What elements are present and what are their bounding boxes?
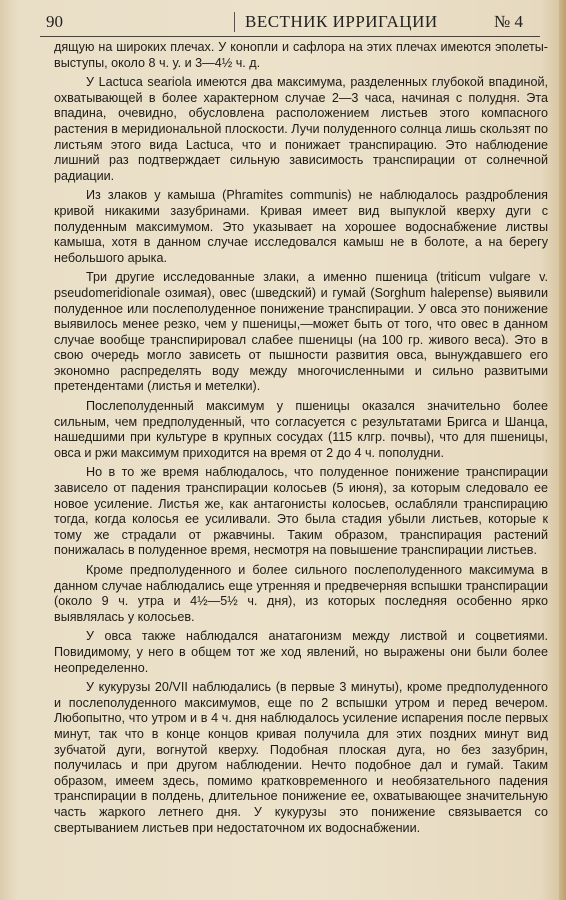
paragraph: Послеполуденный максимум у пшеницы оказался значительно более сильным, чем предполуденный, что согласуется с результатами Бригса и Шанца, нашедшими при культуре в крупных сосудах (115 клгр. почвы), что для пшеницы, овса и ржи максимум приходится на время от 2 до 4 ч. пополудни. [54, 399, 548, 460]
running-header [40, 12, 540, 36]
header-rule [40, 36, 540, 37]
article-body [54, 40, 548, 836]
issue-number: № 4 [494, 12, 523, 31]
paragraph: Из злаков у камыша (Phramites communis) не наблюдалось раздробления кривой никакими зазубринами. Кривая имеет вид выпуклой кверху дуги с полуденным максимумом. Это указывает на хорошее водоснабжение листвы камыша, хотя в данном случае исследовался камыш не в болоте, а на берегу небольшого арыка. [54, 188, 548, 265]
paragraph: дящую на широких плечах. У конопли и сафлора на этих плечах имеются эполеты-выступы, около 8 ч. у. и 3—4½ ч. д. [54, 40, 548, 70]
journal-title: ВЕСТНИК ИРРИГАЦИИ [234, 12, 438, 32]
paragraph: У овса также наблюдался анатагонизм между листвой и соцветиями. Повидимому, у него в общем тот же ход явлений, но выражены они были более неопределенно. [54, 629, 548, 675]
paragraph: Три другие исследованные злаки, а именно пшеница (triticum vulgare v. pseudomeridionale озимая), овес (шведский) и гумай (Sorghum halepense) выявили полуденное или послеполуденное понижение транспирации. У овса это понижение выявилось менее резко, чем у пшеницы,—может быть от того, что овес в данном случае вообще транспирировал слабее пшеницы (на 100 гр. живого веса). Это в свою очередь могло зависеть от пышности развития овса, вынуждавшего его экономно распределять воду между многочисленными и сильно развитыми претендентами (листья и метелки). [54, 270, 548, 394]
page-edge [559, 0, 566, 900]
paragraph: Но в то же время наблюдалось, что полуденное понижение транспирации зависело от падения транспирации колосьев (5 июня), за которым следовало ее новое усиление. Листья же, как антагонисты колосьев, ослабляли транспирацию тогда, когда колосья ее усиливали. Это была стадия убыли листьев, которые к тому же страдали от ржавчины. Таким образом, транспирация растений понижалась в полуденное время, несмотря на повышение транспирации листьев. [54, 465, 548, 558]
paragraph: У кукурузы 20/VII наблюдались (в первые 3 минуты), кроме предполуденного и послеполуденного максимумов, еще по 2 вспышки утром и перед вечером. Любопытно, что утром и в 4 ч. дня наблюдалось усиление испарения после первых минут, так что в конце концов кривая получила для этих поздних минут вид зубчатой дуги, вогнутой кверху. Подобная плоская дуга, но без зазубрин, получилась и при другом наблюдении. Нечто подобное дал и гумай. Таким образом, имеем здесь, помимо кратковременного и необязательного падения транспирации в полдень, длительное понижение ее, охватывающее значительную часть жаркого летнего дня. У кукурузы это понижение связывается со свертыванием листьев при недостаточном их водоснабжении. [54, 680, 548, 835]
paragraph: У Lactuca seariola имеются два максимума, разделенных глубокой впадиной, охватывающей в более характерном случае 2—3 часа, начиная с полудня. Эта впадина, очевидно, обусловлена расположением листьев этого компасного растения в меридиональной плоскости. Лучи полуденного солнца лишь скользят по листьям этого вида Lactuca, что и понижает транспирацию. Это наблюдение лишний раз подтверждает сильную зависимость транспирации от солнечной радиации. [54, 75, 548, 183]
page-number: 90 [46, 12, 63, 31]
paragraph: Кроме предполуденного и более сильного послеполуденного максимума в данном случае наблюдались еще утренняя и предвечерняя вспышки транспирации (около 9 ч. утра и 4½—5½ ч. дня), из которых последняя особенно ярко выявлялась у колосьев. [54, 563, 548, 624]
